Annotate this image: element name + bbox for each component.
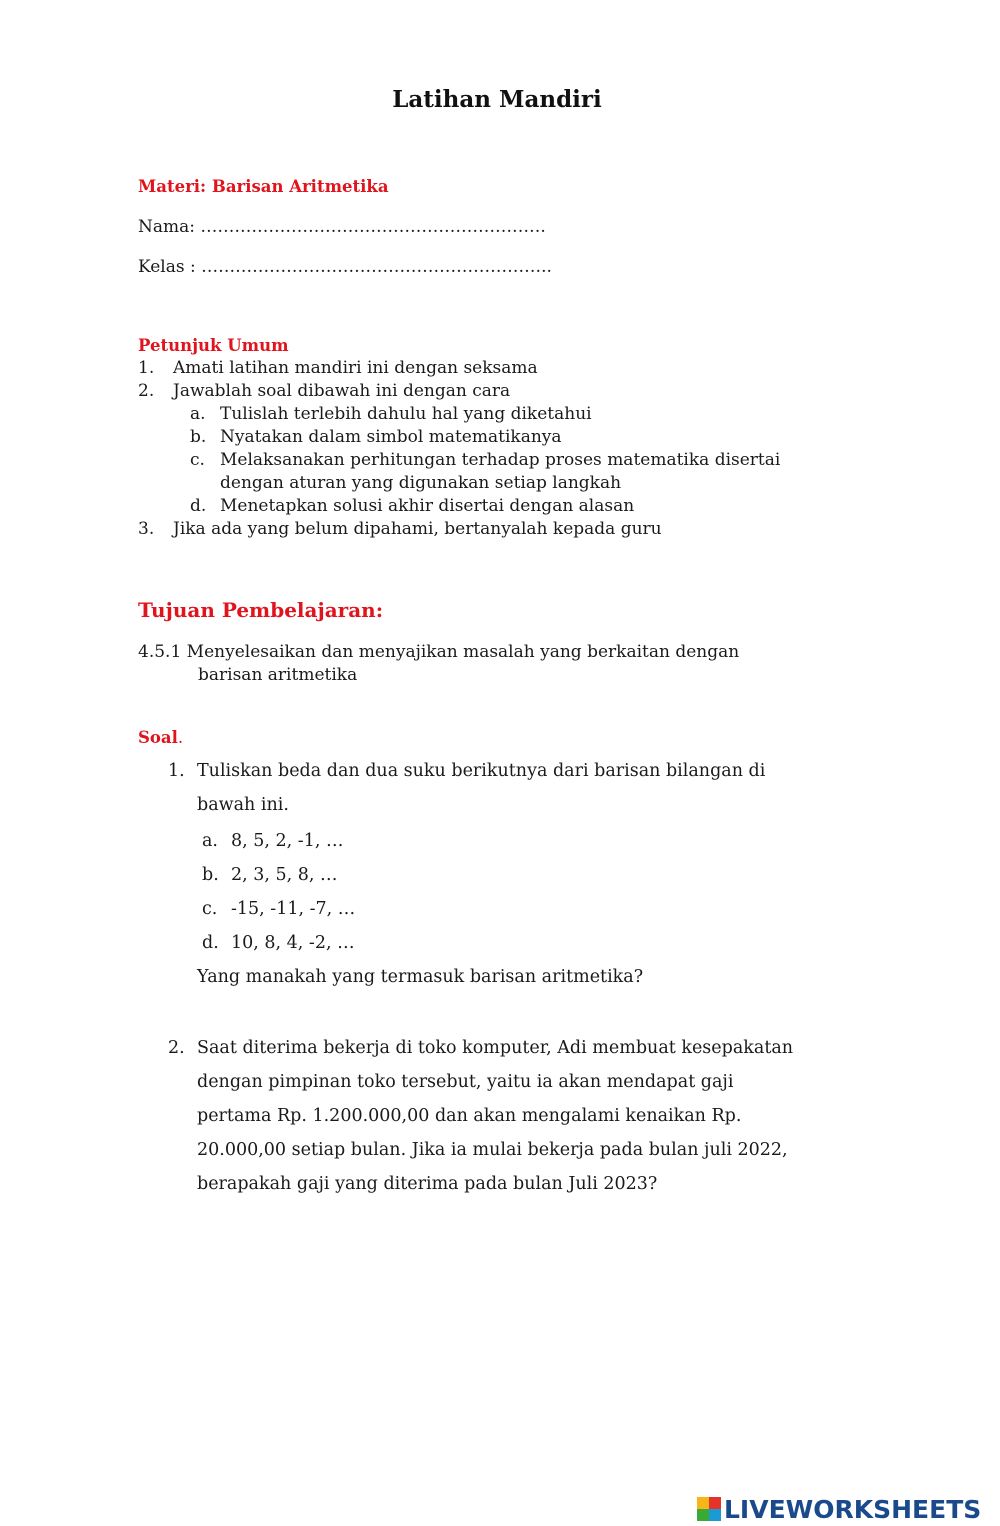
list-item bbox=[138, 518, 662, 541]
option-letter: a. bbox=[202, 831, 218, 851]
option-item bbox=[202, 899, 355, 919]
kelas-colon: : bbox=[190, 257, 196, 277]
list-number: 3. bbox=[138, 519, 155, 539]
sub-list-item bbox=[190, 426, 562, 449]
list-text: Jika ada yang belum dipahami, bertanyalah kepada guru bbox=[173, 519, 662, 539]
sub-list-item bbox=[190, 449, 780, 472]
question-text: dengan pimpinan toko tersebut, yaitu ia akan mendapat gaji bbox=[197, 1072, 734, 1092]
liveworksheets-logo[interactable] bbox=[697, 1492, 981, 1526]
nama-colon: : bbox=[189, 217, 195, 237]
page-title: Latihan Mandiri bbox=[392, 86, 602, 113]
materi-heading: Materi: Barisan Aritmetika bbox=[138, 177, 389, 196]
tujuan-item bbox=[138, 641, 739, 664]
list-number: 1. bbox=[138, 358, 155, 378]
soal-heading bbox=[138, 728, 183, 747]
option-item bbox=[202, 831, 343, 851]
option-text: 2, 3, 5, 8, … bbox=[231, 865, 338, 885]
question-text: Saat diterima bekerja di toko komputer, Adi membuat kesepakatan bbox=[197, 1038, 794, 1058]
list-letter: a. bbox=[190, 404, 206, 424]
nama-field[interactable]: ……………………………………………………. bbox=[200, 217, 546, 237]
question-text: berapakah gaji yang diterima pada bulan Juli 2023? bbox=[197, 1174, 658, 1194]
list-letter: c. bbox=[190, 450, 205, 470]
question-text: Tuliskan beda dan dua suku berikutnya dari barisan bilangan di bbox=[197, 761, 766, 781]
list-item bbox=[138, 357, 538, 380]
list-text-continuation: dengan aturan yang digunakan setiap langkah bbox=[220, 473, 622, 493]
option-text: 8, 5, 2, -1, … bbox=[231, 831, 344, 851]
question-number: 2. bbox=[168, 1038, 185, 1058]
question-prompt: Yang manakah yang termasuk barisan aritmetika? bbox=[197, 967, 644, 987]
option-item bbox=[202, 933, 355, 953]
option-letter: c. bbox=[202, 899, 218, 919]
list-text: Nyatakan dalam simbol matematikanya bbox=[220, 427, 562, 447]
kelas-label: Kelas bbox=[138, 257, 185, 277]
liveworksheets-logo-icon bbox=[697, 1497, 721, 1521]
option-letter: d. bbox=[202, 933, 219, 953]
sub-list-item bbox=[190, 403, 592, 426]
tujuan-heading: Tujuan Pembelajaran: bbox=[138, 598, 384, 622]
option-text: 10, 8, 4, -2, … bbox=[231, 933, 355, 953]
soal-heading-label: Soal bbox=[138, 728, 178, 747]
list-letter: d. bbox=[190, 496, 207, 516]
nama-row bbox=[138, 216, 546, 239]
list-letter: b. bbox=[190, 427, 207, 447]
kelas-row bbox=[138, 256, 552, 279]
petunjuk-heading: Petunjuk Umum bbox=[138, 336, 289, 355]
logo-text: LIVEWORKSHEETS bbox=[724, 1494, 982, 1524]
sub-list-item bbox=[190, 495, 634, 518]
option-text: -15, -11, -7, … bbox=[231, 899, 356, 919]
list-text: Tulislah terlebih dahulu hal yang diketahui bbox=[220, 404, 592, 424]
question-text: pertama Rp. 1.200.000,00 dan akan mengalami kenaikan Rp. bbox=[197, 1106, 742, 1126]
tujuan-code: 4.5.1 bbox=[138, 642, 182, 662]
tujuan-text: Menyelesaikan dan menyajikan masalah yang berkaitan dengan bbox=[186, 642, 740, 662]
list-item bbox=[138, 380, 510, 403]
question-number: 1. bbox=[168, 761, 185, 781]
nama-label: Nama bbox=[138, 217, 190, 237]
soal-heading-dot: . bbox=[177, 728, 184, 747]
option-item bbox=[202, 865, 338, 885]
list-text: Amati latihan mandiri ini dengan seksama bbox=[173, 358, 538, 378]
list-number: 2. bbox=[138, 381, 155, 401]
question-text: 20.000,00 setiap bulan. Jika ia mulai bekerja pada bulan juli 2022, bbox=[197, 1140, 788, 1160]
list-text: Menetapkan solusi akhir disertai dengan alasan bbox=[220, 496, 635, 516]
kelas-field[interactable]: …………………………………………………….. bbox=[201, 257, 552, 277]
tujuan-text-continuation: barisan aritmetika bbox=[198, 665, 358, 685]
list-text: Melaksanakan perhitungan terhadap proses matematika disertai bbox=[220, 450, 781, 470]
question-text: bawah ini. bbox=[197, 795, 289, 815]
list-text: Jawablah soal dibawah ini dengan cara bbox=[173, 381, 511, 401]
option-letter: b. bbox=[202, 865, 219, 885]
